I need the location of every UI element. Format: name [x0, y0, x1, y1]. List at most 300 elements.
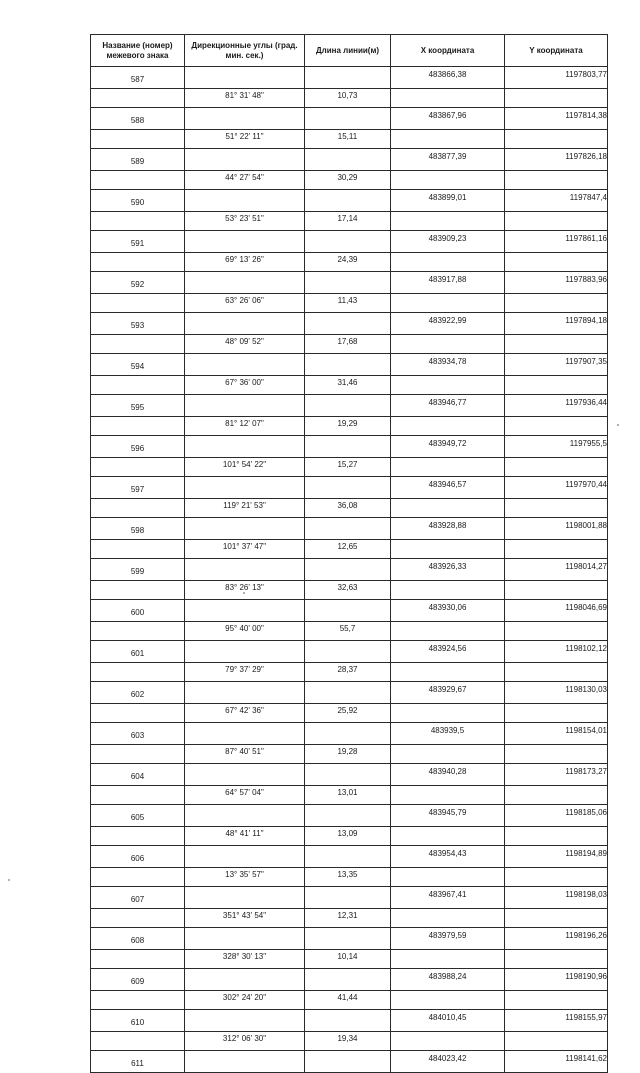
y-coordinate-cell: 1198130,03 [505, 682, 608, 704]
segment-row [91, 211, 608, 231]
point-name-cell: 602 [91, 682, 185, 704]
x-coordinate-cell: 483922,99 [391, 313, 505, 335]
x-coordinate-cell: 483866,38 [391, 67, 505, 89]
length-cell: 30,29 [305, 170, 391, 190]
point-row [91, 436, 608, 458]
point-name-cell [91, 211, 185, 231]
segment-row [91, 990, 608, 1010]
y-coordinate-cell: 1197814,38 [505, 108, 608, 130]
angle-cell [185, 231, 305, 253]
angle-cell [185, 477, 305, 499]
point-name-cell: 589 [91, 149, 185, 171]
x-coordinate-cell [391, 170, 505, 190]
x-coordinate-cell: 483924,56 [391, 641, 505, 663]
point-row [91, 764, 608, 786]
angle-cell [185, 559, 305, 581]
length-cell [305, 272, 391, 294]
length-cell: 36,08 [305, 498, 391, 518]
angle-cell: 13° 35' 57" [185, 867, 305, 887]
segment-row [91, 580, 608, 600]
length-cell [305, 313, 391, 335]
point-name-cell: 595 [91, 395, 185, 417]
angle-cell [185, 641, 305, 663]
x-coordinate-cell: 483946,77 [391, 395, 505, 417]
angle-cell: 79° 37' 29" [185, 662, 305, 682]
point-row [91, 928, 608, 950]
length-cell: 55,7 [305, 621, 391, 641]
point-row [91, 1010, 608, 1032]
length-cell [305, 1010, 391, 1032]
segment-row [91, 949, 608, 969]
y-coordinate-cell: 1197907,35 [505, 354, 608, 376]
angle-cell: 83° 26' 13" [185, 580, 305, 600]
y-coordinate-cell [505, 703, 608, 723]
point-row [91, 272, 608, 294]
y-coordinate-cell: 1198102,12 [505, 641, 608, 663]
table-body [91, 67, 608, 1073]
x-coordinate-cell: 483946,57 [391, 477, 505, 499]
x-coordinate-cell [391, 744, 505, 764]
y-coordinate-cell: 1198141,62 [505, 1051, 608, 1073]
point-name-cell: 611 [91, 1051, 185, 1073]
length-cell [305, 436, 391, 458]
segment-row [91, 129, 608, 149]
point-name-cell [91, 826, 185, 846]
y-coordinate-cell [505, 580, 608, 600]
point-row [91, 354, 608, 376]
x-coordinate-cell [391, 908, 505, 928]
length-cell [305, 1051, 391, 1073]
y-coordinate-cell: 1197883,96 [505, 272, 608, 294]
point-row [91, 682, 608, 704]
point-row [91, 395, 608, 417]
segment-row [91, 457, 608, 477]
angle-cell [185, 272, 305, 294]
point-row [91, 641, 608, 663]
y-coordinate-cell: 1198001,88 [505, 518, 608, 540]
x-coordinate-cell: 483949,72 [391, 436, 505, 458]
point-row [91, 108, 608, 130]
point-row [91, 149, 608, 171]
x-coordinate-cell: 483945,79 [391, 805, 505, 827]
length-cell: 19,28 [305, 744, 391, 764]
angle-cell [185, 1051, 305, 1073]
x-coordinate-cell [391, 662, 505, 682]
angle-cell [185, 969, 305, 991]
table-header [91, 35, 608, 67]
length-cell [305, 149, 391, 171]
y-coordinate-cell [505, 1031, 608, 1051]
y-coordinate-cell: 1197847,4 [505, 190, 608, 212]
length-cell: 19,34 [305, 1031, 391, 1051]
y-coordinate-cell [505, 211, 608, 231]
x-coordinate-cell [391, 252, 505, 272]
angle-cell [185, 764, 305, 786]
header-row [91, 35, 608, 67]
segment-row [91, 867, 608, 887]
header-angle: Дирекционные углы (град. мин. сек.) [185, 35, 305, 67]
header-x: X координата [391, 35, 505, 67]
point-name-cell: 592 [91, 272, 185, 294]
x-coordinate-cell [391, 375, 505, 395]
point-name-cell [91, 908, 185, 928]
scan-speck [617, 424, 619, 426]
x-coordinate-cell: 483967,41 [391, 887, 505, 909]
angle-cell: 81° 31' 48" [185, 88, 305, 108]
length-cell: 13,35 [305, 867, 391, 887]
x-coordinate-cell [391, 867, 505, 887]
point-name-cell: 605 [91, 805, 185, 827]
point-name-cell: 610 [91, 1010, 185, 1032]
point-name-cell: 596 [91, 436, 185, 458]
angle-cell [185, 149, 305, 171]
length-cell [305, 764, 391, 786]
length-cell [305, 846, 391, 868]
x-coordinate-cell [391, 826, 505, 846]
angle-cell [185, 1010, 305, 1032]
point-row [91, 313, 608, 335]
angle-cell: 81° 12' 07" [185, 416, 305, 436]
length-cell [305, 354, 391, 376]
length-cell [305, 518, 391, 540]
x-coordinate-cell [391, 457, 505, 477]
length-cell: 28,37 [305, 662, 391, 682]
y-coordinate-cell: 1197955,5 [505, 436, 608, 458]
y-coordinate-cell: 1198190,96 [505, 969, 608, 991]
segment-row [91, 293, 608, 313]
segment-row [91, 744, 608, 764]
x-coordinate-cell: 484023,42 [391, 1051, 505, 1073]
segment-row [91, 416, 608, 436]
x-coordinate-cell [391, 990, 505, 1010]
y-coordinate-cell [505, 949, 608, 969]
point-row [91, 518, 608, 540]
length-cell: 15,27 [305, 457, 391, 477]
x-coordinate-cell: 483939,5 [391, 723, 505, 745]
angle-cell: 328° 30' 13" [185, 949, 305, 969]
y-coordinate-cell [505, 457, 608, 477]
point-row [91, 723, 608, 745]
header-name: Название (номер) межевого знака [91, 35, 185, 67]
point-name-cell [91, 1031, 185, 1051]
angle-cell: 69° 13' 26" [185, 252, 305, 272]
angle-cell [185, 682, 305, 704]
segment-row [91, 375, 608, 395]
point-row [91, 67, 608, 89]
angle-cell [185, 928, 305, 950]
y-coordinate-cell: 1198046,69 [505, 600, 608, 622]
length-cell [305, 928, 391, 950]
angle-cell: 63° 26' 06" [185, 293, 305, 313]
point-name-cell [91, 170, 185, 190]
x-coordinate-cell [391, 949, 505, 969]
y-coordinate-cell: 1197970,44 [505, 477, 608, 499]
scan-speck [8, 879, 10, 881]
point-row [91, 477, 608, 499]
point-name-cell: 598 [91, 518, 185, 540]
length-cell [305, 108, 391, 130]
segment-row [91, 498, 608, 518]
segment-row [91, 826, 608, 846]
x-coordinate-cell: 483926,33 [391, 559, 505, 581]
header-y: Y координата [505, 35, 608, 67]
y-coordinate-cell: 1197803,77 [505, 67, 608, 89]
length-cell: 41,44 [305, 990, 391, 1010]
y-coordinate-cell [505, 785, 608, 805]
point-row [91, 805, 608, 827]
point-name-cell [91, 949, 185, 969]
x-coordinate-cell [391, 88, 505, 108]
point-name-cell [91, 416, 185, 436]
y-coordinate-cell [505, 498, 608, 518]
x-coordinate-cell [391, 539, 505, 559]
y-coordinate-cell [505, 539, 608, 559]
point-row [91, 969, 608, 991]
x-coordinate-cell [391, 498, 505, 518]
segment-row [91, 252, 608, 272]
angle-cell [185, 354, 305, 376]
scan-speck [243, 592, 245, 594]
angle-cell: 95° 40' 00" [185, 621, 305, 641]
point-row [91, 846, 608, 868]
y-coordinate-cell: 1198154,01 [505, 723, 608, 745]
angle-cell [185, 395, 305, 417]
point-row [91, 1051, 608, 1073]
segment-row [91, 88, 608, 108]
header-length: Длина линии(м) [305, 35, 391, 67]
point-name-cell: 607 [91, 887, 185, 909]
segment-row [91, 170, 608, 190]
point-name-cell [91, 539, 185, 559]
length-cell: 10,14 [305, 949, 391, 969]
x-coordinate-cell: 483877,39 [391, 149, 505, 171]
length-cell [305, 805, 391, 827]
point-name-cell [91, 867, 185, 887]
point-row [91, 190, 608, 212]
point-name-cell: 608 [91, 928, 185, 950]
point-name-cell [91, 129, 185, 149]
angle-cell [185, 723, 305, 745]
y-coordinate-cell: 1198014,27 [505, 559, 608, 581]
point-name-cell: 594 [91, 354, 185, 376]
segment-row [91, 621, 608, 641]
y-coordinate-cell [505, 129, 608, 149]
point-name-cell [91, 252, 185, 272]
length-cell: 11,43 [305, 293, 391, 313]
x-coordinate-cell [391, 211, 505, 231]
x-coordinate-cell [391, 703, 505, 723]
length-cell: 17,68 [305, 334, 391, 354]
y-coordinate-cell: 1198194,89 [505, 846, 608, 868]
x-coordinate-cell: 483940,28 [391, 764, 505, 786]
y-coordinate-cell [505, 252, 608, 272]
length-cell [305, 395, 391, 417]
y-coordinate-cell: 1198198,03 [505, 887, 608, 909]
angle-cell: 312° 06' 30" [185, 1031, 305, 1051]
angle-cell: 48° 41' 11" [185, 826, 305, 846]
y-coordinate-cell [505, 170, 608, 190]
angle-cell: 87° 40' 51" [185, 744, 305, 764]
x-coordinate-cell [391, 580, 505, 600]
x-coordinate-cell: 483899,01 [391, 190, 505, 212]
y-coordinate-cell: 1198155,97 [505, 1010, 608, 1032]
x-coordinate-cell: 483917,88 [391, 272, 505, 294]
y-coordinate-cell [505, 88, 608, 108]
point-name-cell: 590 [91, 190, 185, 212]
length-cell: 13,01 [305, 785, 391, 805]
length-cell: 31,46 [305, 375, 391, 395]
segment-row [91, 703, 608, 723]
length-cell [305, 723, 391, 745]
point-row [91, 600, 608, 622]
segment-row [91, 662, 608, 682]
point-name-cell: 588 [91, 108, 185, 130]
x-coordinate-cell [391, 334, 505, 354]
point-name-cell: 604 [91, 764, 185, 786]
length-cell [305, 67, 391, 89]
y-coordinate-cell: 1197894,18 [505, 313, 608, 335]
angle-cell [185, 518, 305, 540]
y-coordinate-cell [505, 744, 608, 764]
length-cell: 19,29 [305, 416, 391, 436]
point-name-cell [91, 785, 185, 805]
x-coordinate-cell: 483954,43 [391, 846, 505, 868]
y-coordinate-cell: 1198196,26 [505, 928, 608, 950]
length-cell [305, 231, 391, 253]
length-cell: 13,09 [305, 826, 391, 846]
point-name-cell [91, 334, 185, 354]
length-cell: 32,63 [305, 580, 391, 600]
x-coordinate-cell [391, 416, 505, 436]
point-row [91, 559, 608, 581]
point-name-cell: 609 [91, 969, 185, 991]
segment-row [91, 908, 608, 928]
length-cell [305, 477, 391, 499]
y-coordinate-cell: 1197936,44 [505, 395, 608, 417]
angle-cell [185, 313, 305, 335]
y-coordinate-cell [505, 621, 608, 641]
coordinates-table [90, 34, 608, 1073]
y-coordinate-cell [505, 990, 608, 1010]
y-coordinate-cell [505, 293, 608, 313]
point-name-cell: 606 [91, 846, 185, 868]
angle-cell [185, 600, 305, 622]
angle-cell [185, 436, 305, 458]
segment-row [91, 539, 608, 559]
segment-row [91, 1031, 608, 1051]
angle-cell: 53° 23' 51" [185, 211, 305, 231]
angle-cell: 48° 09' 52" [185, 334, 305, 354]
segment-row [91, 334, 608, 354]
point-name-cell [91, 621, 185, 641]
x-coordinate-cell: 483979,59 [391, 928, 505, 950]
point-name-cell: 603 [91, 723, 185, 745]
point-name-cell [91, 580, 185, 600]
point-name-cell [91, 990, 185, 1010]
point-name-cell: 597 [91, 477, 185, 499]
length-cell: 25,92 [305, 703, 391, 723]
angle-cell [185, 190, 305, 212]
y-coordinate-cell [505, 334, 608, 354]
point-name-cell [91, 744, 185, 764]
x-coordinate-cell: 483930,06 [391, 600, 505, 622]
angle-cell: 67° 42' 36" [185, 703, 305, 723]
length-cell: 15,11 [305, 129, 391, 149]
x-coordinate-cell: 484010,45 [391, 1010, 505, 1032]
length-cell: 10,73 [305, 88, 391, 108]
angle-cell [185, 805, 305, 827]
point-name-cell: 587 [91, 67, 185, 89]
angle-cell: 67° 36' 00" [185, 375, 305, 395]
length-cell [305, 559, 391, 581]
length-cell: 12,65 [305, 539, 391, 559]
angle-cell: 101° 54' 22" [185, 457, 305, 477]
angle-cell: 51° 22' 11" [185, 129, 305, 149]
point-name-cell [91, 498, 185, 518]
point-name-cell: 591 [91, 231, 185, 253]
y-coordinate-cell [505, 908, 608, 928]
x-coordinate-cell: 483934,78 [391, 354, 505, 376]
x-coordinate-cell [391, 293, 505, 313]
point-name-cell [91, 457, 185, 477]
length-cell: 24,39 [305, 252, 391, 272]
x-coordinate-cell: 483928,88 [391, 518, 505, 540]
length-cell [305, 682, 391, 704]
angle-cell: 302° 24' 20" [185, 990, 305, 1010]
x-coordinate-cell: 483909,23 [391, 231, 505, 253]
y-coordinate-cell [505, 662, 608, 682]
x-coordinate-cell [391, 621, 505, 641]
point-name-cell: 599 [91, 559, 185, 581]
point-name-cell [91, 662, 185, 682]
angle-cell [185, 108, 305, 130]
angle-cell [185, 846, 305, 868]
angle-cell [185, 67, 305, 89]
point-name-cell: 600 [91, 600, 185, 622]
angle-cell: 351° 43' 54" [185, 908, 305, 928]
length-cell [305, 969, 391, 991]
y-coordinate-cell [505, 867, 608, 887]
y-coordinate-cell [505, 826, 608, 846]
x-coordinate-cell [391, 1031, 505, 1051]
point-name-cell [91, 703, 185, 723]
angle-cell: 119° 21' 53" [185, 498, 305, 518]
length-cell: 12,31 [305, 908, 391, 928]
point-name-cell [91, 375, 185, 395]
point-row [91, 231, 608, 253]
length-cell [305, 600, 391, 622]
x-coordinate-cell: 483988,24 [391, 969, 505, 991]
point-name-cell: 601 [91, 641, 185, 663]
x-coordinate-cell: 483929,67 [391, 682, 505, 704]
y-coordinate-cell [505, 375, 608, 395]
y-coordinate-cell [505, 416, 608, 436]
x-coordinate-cell [391, 785, 505, 805]
angle-cell: 64° 57' 04" [185, 785, 305, 805]
angle-cell: 101° 37' 47" [185, 539, 305, 559]
y-coordinate-cell: 1198185,06 [505, 805, 608, 827]
angle-cell: 44° 27' 54" [185, 170, 305, 190]
length-cell [305, 190, 391, 212]
x-coordinate-cell [391, 129, 505, 149]
length-cell: 17,14 [305, 211, 391, 231]
point-name-cell: 593 [91, 313, 185, 335]
y-coordinate-cell: 1197861,16 [505, 231, 608, 253]
point-name-cell [91, 88, 185, 108]
y-coordinate-cell: 1197826,18 [505, 149, 608, 171]
point-name-cell [91, 293, 185, 313]
y-coordinate-cell: 1198173,27 [505, 764, 608, 786]
